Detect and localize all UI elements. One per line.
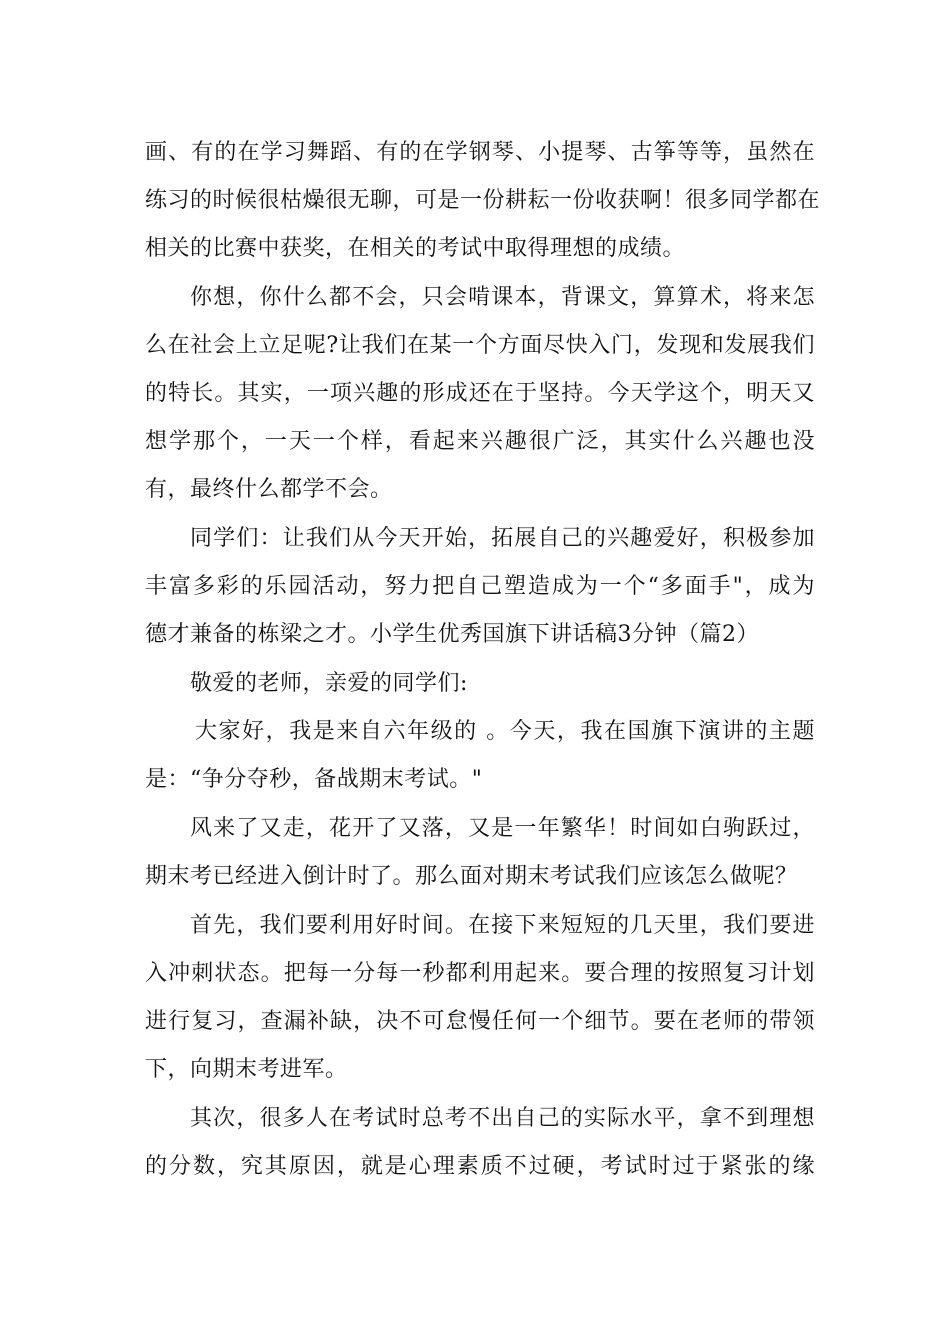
text-line: 入冲刺状态。把每一分每一秒都利用起来。要合理的按照复习计划: [145, 961, 815, 986]
paragraph-first-line: 风来了又走，花开了又落，又是一年繁华！时间如白驹跃过，: [190, 816, 815, 841]
text-line: 相关的比赛中获奖，在相关的考试中取得理想的成绩。: [145, 236, 686, 261]
text-line: 的分数，究其原因，就是心理素质不过硬，考试时过于紧张的缘: [145, 1154, 815, 1179]
paragraph-first-line: 其次，很多人在考试时总考不出自己的实际水平，拿不到理想: [190, 1106, 815, 1131]
text-line: 丰富多彩的乐园活动，努力把自己塑造成为一个“多面手"，成为: [145, 574, 815, 599]
paragraph-first-line: 大家好，我是来自六年级的 。今天，我在国旗下演讲的主题: [195, 719, 815, 744]
text-line: 期末考已经进入倒计时了。那么面对期末考试我们应该怎么做呢？: [145, 864, 798, 889]
paragraph-first-line: 同学们：让我们从今天开始，拓展自己的兴趣爱好，积极参加: [190, 526, 815, 551]
text-line: 练习的时候很枯燥很无聊，可是一份耕耘一份收获啊！很多同学都在: [145, 188, 821, 213]
text-line: 进行复习，查漏补缺，决不可怠慢任何一个细节。要在老师的带领: [145, 1009, 815, 1034]
text-line: 么在社会上立足呢?让我们在某一个方面尽快入门，发现和发展我们: [145, 333, 815, 358]
text-line: 的特长。其实，一项兴趣的形成还在于坚持。今天学这个，明天又: [145, 381, 815, 406]
text-line: 有，最终什么都学不会。: [145, 477, 393, 502]
text-line: 是：“争分夺秒，备战期末考试。": [145, 767, 483, 792]
paragraph-first-line: 你想，你什么都不会，只会啃课本，背课文，算算术，将来怎: [190, 285, 815, 310]
text-line: 画、有的在学习舞蹈、有的在学钢琴、小提琴、古筝等等，虽然在: [145, 140, 815, 165]
paragraph-first-line: 首先，我们要利用好时间。在接下来短短的几天里，我们要进: [190, 913, 815, 938]
text-line: 德才兼备的栋梁之才。小学生优秀国旗下讲话稿3分钟（篇2）: [145, 622, 759, 647]
text-line: 下，向期末考进军。: [145, 1057, 348, 1082]
salutation: 敬爱的老师，亲爱的同学们:: [190, 671, 468, 696]
text-line: 想学那个，一天一个样，看起来兴趣很广泛，其实什么兴趣也没: [145, 429, 815, 454]
